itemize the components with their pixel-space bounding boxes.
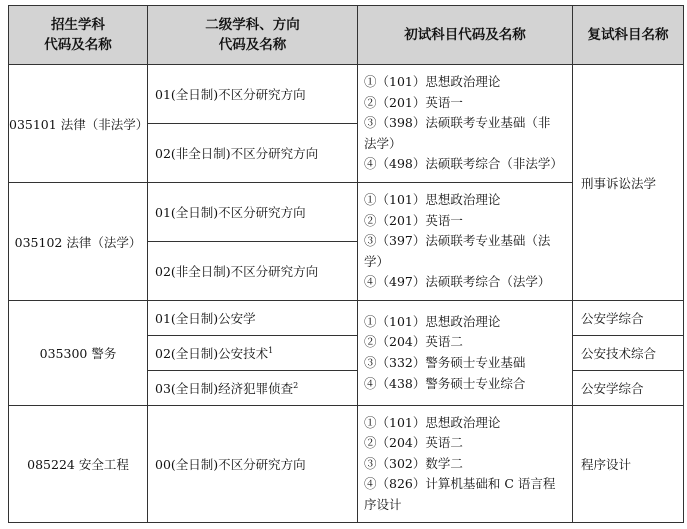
retest-cell: 程序设计 <box>573 406 684 523</box>
direction-cell: 03(全日制)经济犯罪侦查$^2$ <box>148 371 358 406</box>
retest-cell: 刑事诉讼法学 <box>573 65 684 301</box>
table-row <box>9 406 684 523</box>
direction-cell: 02(全日制)公安技术$^1$ <box>148 336 358 371</box>
direction-cell: 00(全日制)不区分研究方向 <box>148 406 358 523</box>
initial-exam-cell: ①（101）思想政治理论 ②（204）英语二 ③（332）警务硕士专业基础 ④（438）警务硕士专业综合 <box>358 301 573 406</box>
footnote-mark: 1 <box>268 346 274 355</box>
header-retest: 复试科目名称 <box>573 6 684 65</box>
direction-cell: 02(非全日制)不区分研究方向 <box>148 242 358 301</box>
footnote-mark: 2 <box>293 381 299 390</box>
initial-exam-cell: ①（101）思想政治理论 ②（201）英语一 ③（398）法硕联考专业基础（非 法学） ④（498）法硕联考综合（非法学） <box>358 65 573 183</box>
direction-cell: 01(全日制)公安学 <box>148 301 358 336</box>
initial-exam-cell: ①（101）思想政治理论 ②（201）英语一 ③（397）法硕联考专业基础（法 学） ④（497）法硕联考综合（法学） <box>358 183 573 301</box>
header-direction: 二级学科、方向 代码及名称 <box>148 6 358 65</box>
retest-cell: 公安学综合 <box>573 371 684 406</box>
discipline-name: 035102 法律（法学） <box>9 183 148 301</box>
discipline-name: 035101 法律（非法学） <box>9 65 148 183</box>
direction-cell: 02(非全日制)不区分研究方向 <box>148 124 358 183</box>
retest-cell: 公安学综合 <box>573 301 684 336</box>
table-row <box>9 65 684 124</box>
header-initial-exam: 初试科目代码及名称 <box>358 6 573 65</box>
header-row <box>9 6 684 65</box>
table-row <box>9 301 684 336</box>
direction-cell: 01(全日制)不区分研究方向 <box>148 183 358 242</box>
header-discipline: 招生学科 代码及名称 <box>9 6 148 65</box>
discipline-name: 085224 安全工程 <box>9 406 148 523</box>
admissions-table-container <box>8 5 684 523</box>
direction-cell: 01(全日制)不区分研究方向 <box>148 65 358 124</box>
retest-cell: 公安技术综合 <box>573 336 684 371</box>
discipline-name: 035300 警务 <box>9 301 148 406</box>
admissions-subject-table <box>8 5 684 523</box>
initial-exam-cell: ①（101）思想政治理论 ②（204）英语二 ③（302）数学二 ④（826）计算机基础和 C 语言程 序设计 <box>358 406 573 523</box>
